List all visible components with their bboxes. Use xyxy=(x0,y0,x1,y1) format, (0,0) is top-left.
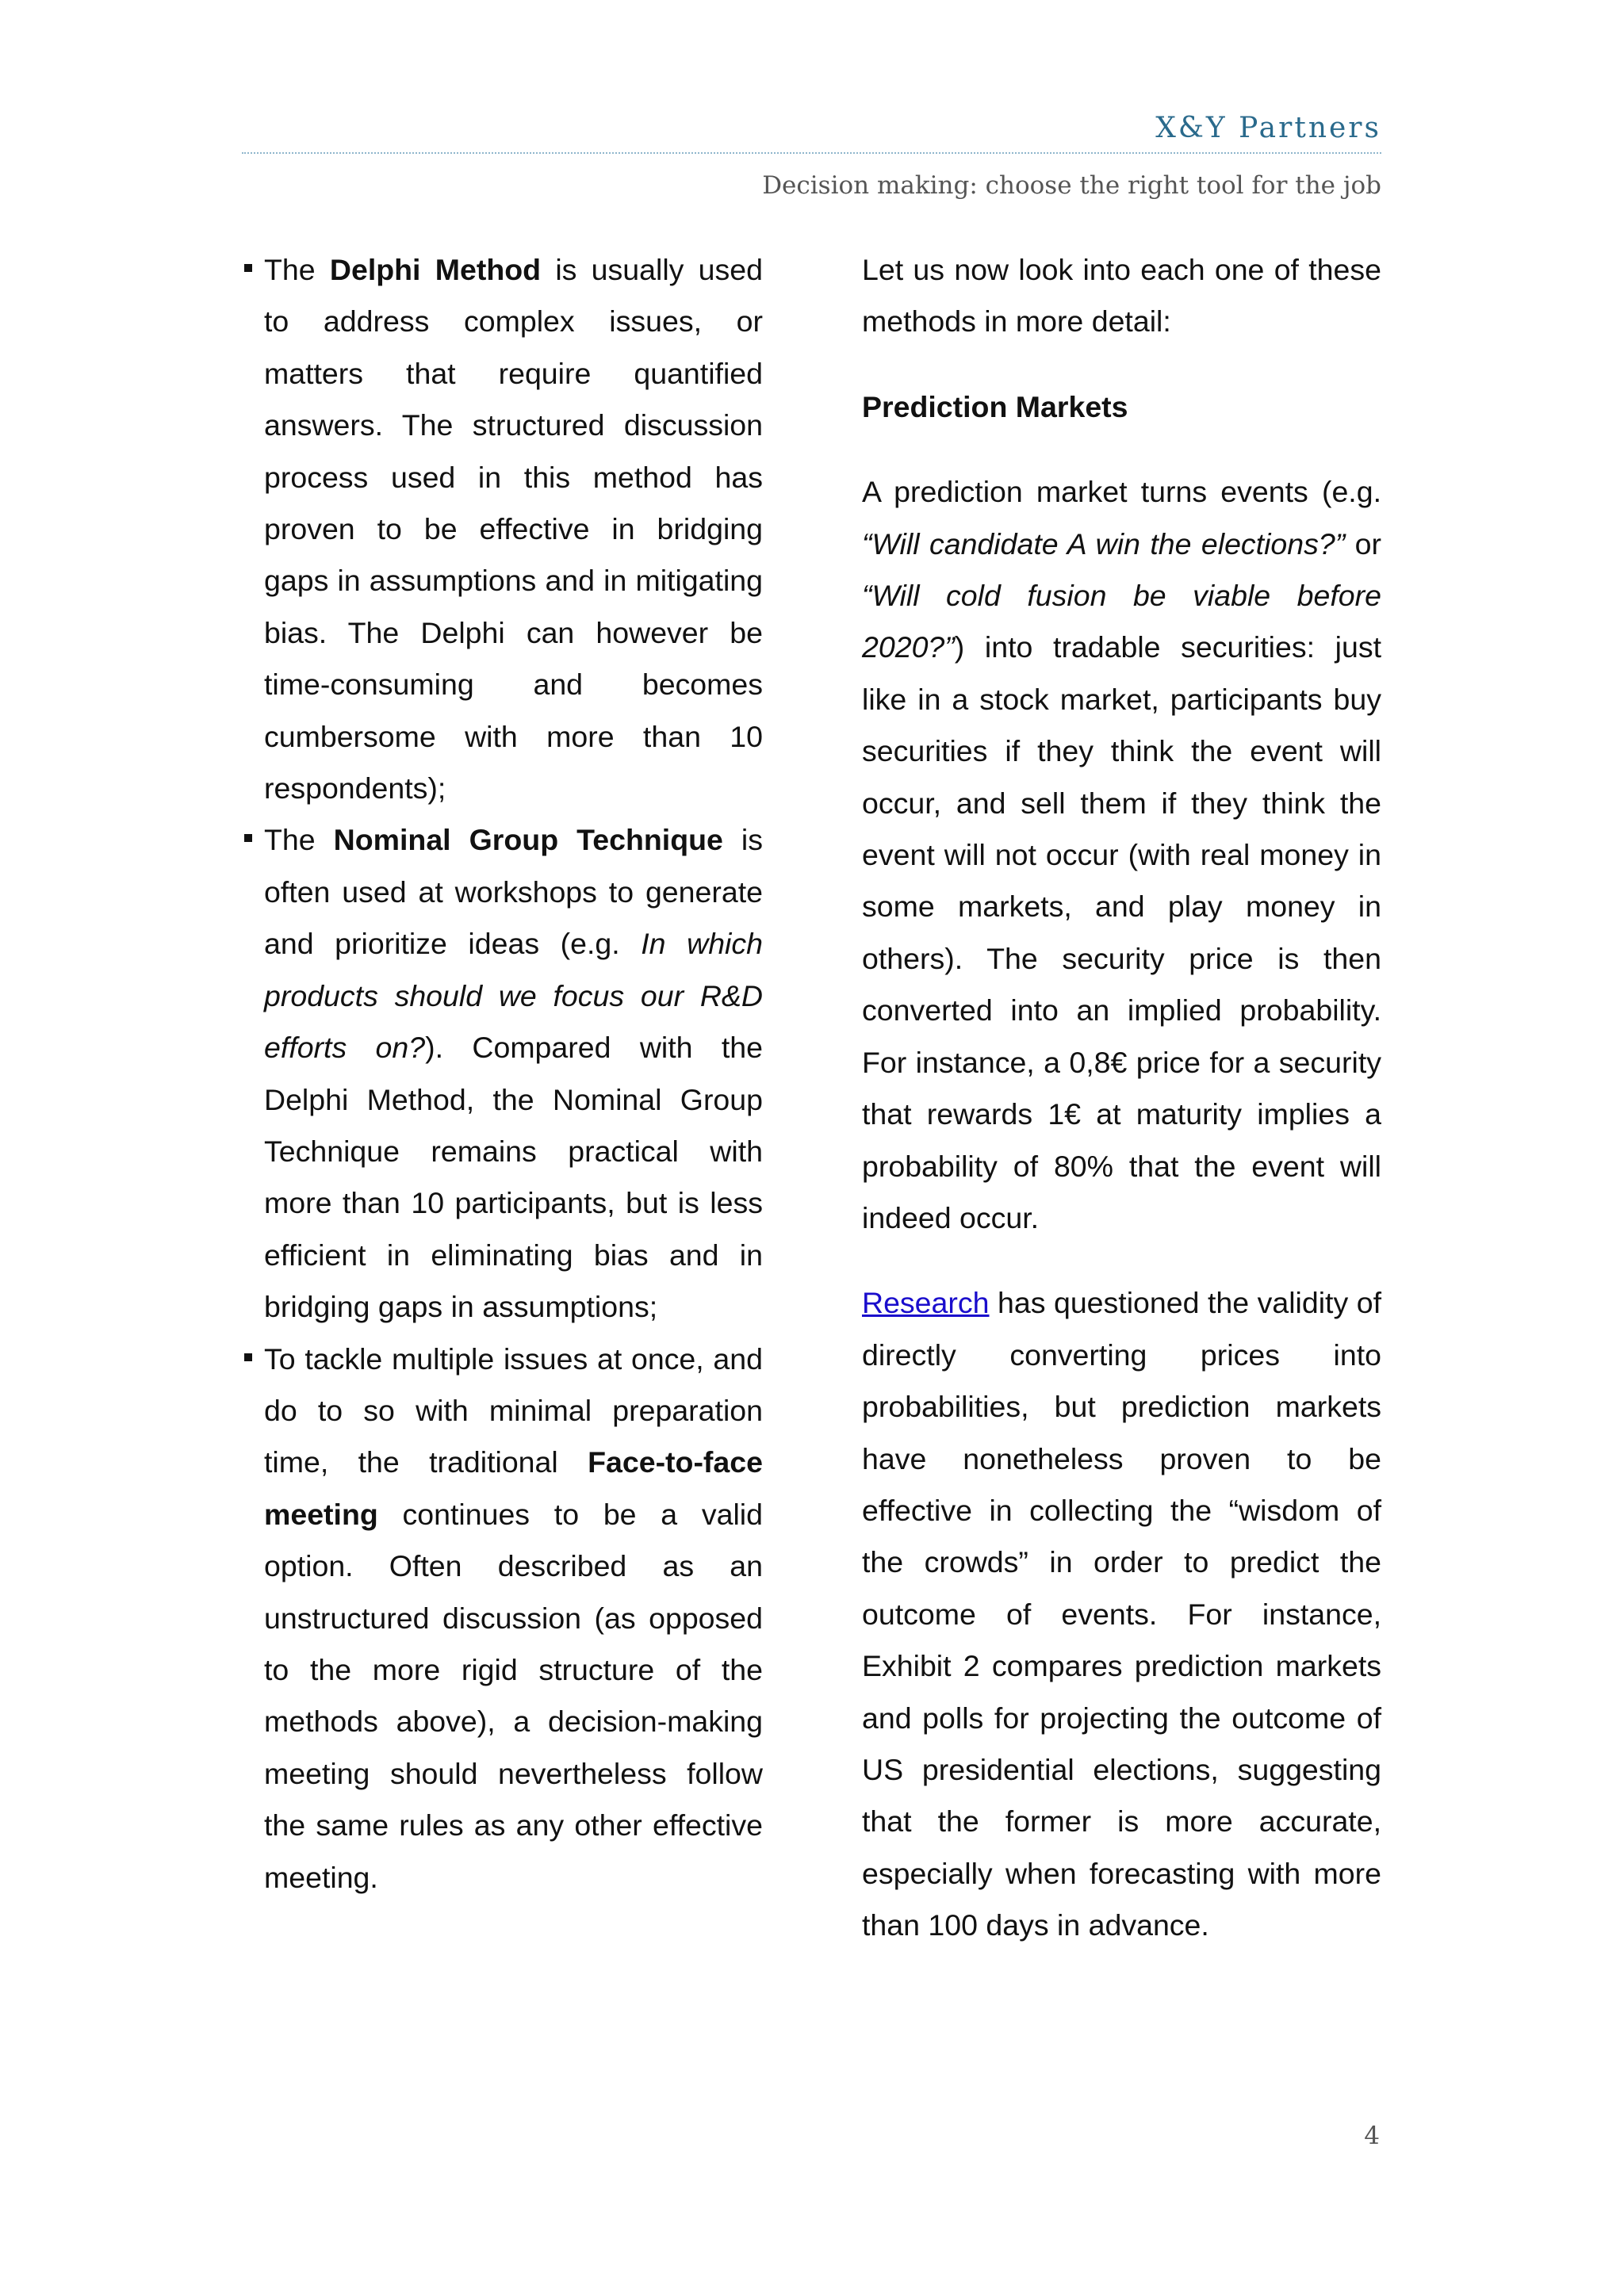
term-face-to-face-meeting: Face-to-face meeting xyxy=(264,1445,763,1531)
header-divider xyxy=(242,152,1381,154)
section-heading: Prediction Markets xyxy=(862,389,1128,423)
segment: is often used at workshops to generate and prioritize ideas (e.g. xyxy=(264,823,763,961)
list-item-face-to-face xyxy=(243,1334,763,1904)
research-link[interactable]: Research xyxy=(862,1286,990,1320)
segment: continues to be a valid option. Often described as an unstructured discussion (as opposed to the more rigid structure of the methods above), a decision-making meeting should nevertheless follow the same rules as any other effective meeting. xyxy=(264,1497,763,1894)
term-delphi-method: Delphi Method xyxy=(329,253,542,286)
segment: The xyxy=(264,253,330,286)
example-question: “Will candidate A win the elections?” xyxy=(862,526,1346,561)
example-question: “Will cold fusion be viable before 2020?” xyxy=(862,579,1381,664)
segment: The xyxy=(264,823,334,857)
document-subtitle: Decision making: choose the right tool for the job xyxy=(762,171,1381,200)
segment: is usually used to address complex issues, or matters that require quantified answers. The structured discussion process used in this method has proven to be effective in bridging gaps in assumptions and in mitigating bias. The Delphi can however be time-consuming and becomes cumbersome with more than 10 respondents); xyxy=(264,253,763,806)
right-column xyxy=(862,244,1381,1952)
page-header xyxy=(242,109,1381,201)
segment: has questioned the validity of directly converting prices into probabilities, but prediction markets have nonetheless proven to be effective in collecting the “wisdom of the crowds” in order to predict the outcome of events. For instance, Exhibit 2 compares prediction markets and polls for projecting the outcome of US presidential elections, suggesting that the former is more accurate, especially when forecasting with more than 100 days in advance. xyxy=(862,1286,1381,1942)
bullet-square-icon xyxy=(244,1353,252,1361)
example-question: In which products should we focus our R&D efforts on? xyxy=(264,927,763,1065)
brand-name: X&Y Partners xyxy=(1155,112,1381,144)
bullet-square-icon xyxy=(244,834,252,842)
segment: ) into tradable securities: just like in a stock market, participants buy securities if they think the event will occur, and sell them if they think the event will not occur (with real money in some markets, and play money in others). The security price is then converted into an implied probability. For instance, a 0,8€ price for a security that rewards 1€ at maturity implies a probability of 80% that the event will indeed occur. xyxy=(862,630,1381,1234)
method-list xyxy=(243,244,763,1904)
segment: or xyxy=(1345,526,1382,561)
segment: To tackle multiple issues at once, and do to so with minimal preparation time, the traditional xyxy=(264,1341,763,1479)
list-item-delphi xyxy=(243,244,763,814)
left-column xyxy=(243,244,763,1904)
list-item-nominal-group xyxy=(243,814,763,1333)
segment: ). Compared with the Delphi Method, the Nominal Group Technique remains practical with more than 10 participants, but is less efficient in eliminating bias and in bridging gaps in assumptions; xyxy=(264,1031,763,1324)
term-nominal-group-technique: Nominal Group Technique xyxy=(333,823,723,857)
research-paragraph xyxy=(862,1277,1381,1951)
segment: A prediction market turns events (e.g. xyxy=(862,475,1381,509)
intro-paragraph: Let us now look into each one of these methods in more detail: xyxy=(862,253,1381,339)
bullet-square-icon xyxy=(244,264,252,272)
prediction-market-paragraph xyxy=(862,466,1381,1244)
page-number: 4 xyxy=(1364,2122,1380,2150)
